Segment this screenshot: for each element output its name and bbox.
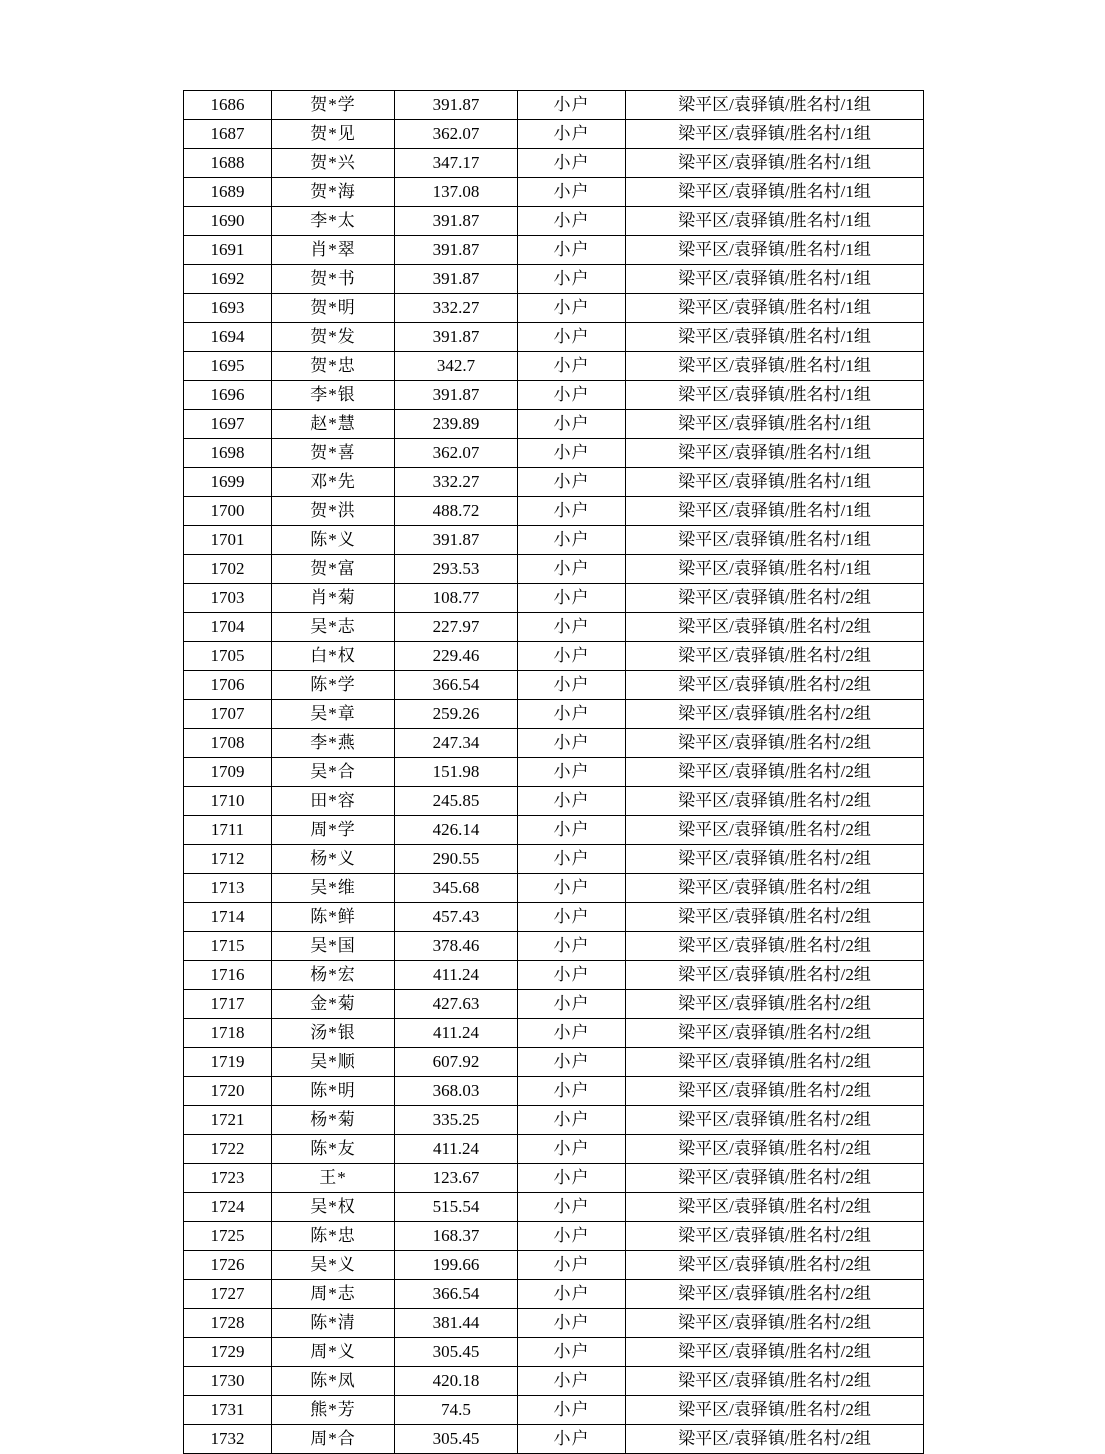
cell-address: 梁平区/袁驿镇/胜名村/2组 bbox=[626, 1077, 924, 1106]
cell-type: 小户 bbox=[518, 903, 626, 932]
cell-amount: 345.68 bbox=[395, 874, 518, 903]
table-row bbox=[184, 874, 924, 903]
cell-address: 梁平区/袁驿镇/胜名村/2组 bbox=[626, 1193, 924, 1222]
cell-address: 梁平区/袁驿镇/胜名村/2组 bbox=[626, 584, 924, 613]
cell-address: 梁平区/袁驿镇/胜名村/2组 bbox=[626, 613, 924, 642]
cell-serial-number: 1705 bbox=[184, 642, 272, 671]
table-row bbox=[184, 787, 924, 816]
cell-type: 小户 bbox=[518, 1367, 626, 1396]
table-row bbox=[184, 439, 924, 468]
cell-type: 小户 bbox=[518, 1193, 626, 1222]
cell-address: 梁平区/袁驿镇/胜名村/1组 bbox=[626, 236, 924, 265]
cell-type: 小户 bbox=[518, 1251, 626, 1280]
cell-name: 周*合 bbox=[272, 1425, 395, 1454]
cell-serial-number: 1709 bbox=[184, 758, 272, 787]
table-row bbox=[184, 178, 924, 207]
cell-serial-number: 1708 bbox=[184, 729, 272, 758]
table-row bbox=[184, 526, 924, 555]
cell-type: 小户 bbox=[518, 294, 626, 323]
cell-type: 小户 bbox=[518, 149, 626, 178]
cell-serial-number: 1692 bbox=[184, 265, 272, 294]
cell-serial-number: 1707 bbox=[184, 700, 272, 729]
cell-amount: 391.87 bbox=[395, 265, 518, 294]
cell-name: 贺*喜 bbox=[272, 439, 395, 468]
table-row bbox=[184, 1106, 924, 1135]
cell-serial-number: 1715 bbox=[184, 932, 272, 961]
cell-amount: 368.03 bbox=[395, 1077, 518, 1106]
cell-address: 梁平区/袁驿镇/胜名村/2组 bbox=[626, 1135, 924, 1164]
cell-serial-number: 1726 bbox=[184, 1251, 272, 1280]
cell-name: 赵*慧 bbox=[272, 410, 395, 439]
cell-amount: 123.67 bbox=[395, 1164, 518, 1193]
cell-serial-number: 1720 bbox=[184, 1077, 272, 1106]
table-row bbox=[184, 1019, 924, 1048]
cell-serial-number: 1712 bbox=[184, 845, 272, 874]
table-row bbox=[184, 120, 924, 149]
cell-name: 贺*洪 bbox=[272, 497, 395, 526]
cell-serial-number: 1730 bbox=[184, 1367, 272, 1396]
cell-type: 小户 bbox=[518, 1338, 626, 1367]
table-row bbox=[184, 1048, 924, 1077]
cell-serial-number: 1702 bbox=[184, 555, 272, 584]
table-row bbox=[184, 1251, 924, 1280]
table-row bbox=[184, 671, 924, 700]
cell-type: 小户 bbox=[518, 642, 626, 671]
cell-amount: 290.55 bbox=[395, 845, 518, 874]
cell-amount: 245.85 bbox=[395, 787, 518, 816]
cell-address: 梁平区/袁驿镇/胜名村/1组 bbox=[626, 352, 924, 381]
cell-amount: 347.17 bbox=[395, 149, 518, 178]
cell-serial-number: 1729 bbox=[184, 1338, 272, 1367]
cell-address: 梁平区/袁驿镇/胜名村/1组 bbox=[626, 555, 924, 584]
cell-address: 梁平区/袁驿镇/胜名村/1组 bbox=[626, 91, 924, 120]
cell-name: 贺*学 bbox=[272, 91, 395, 120]
cell-address: 梁平区/袁驿镇/胜名村/1组 bbox=[626, 381, 924, 410]
cell-amount: 199.66 bbox=[395, 1251, 518, 1280]
cell-address: 梁平区/袁驿镇/胜名村/2组 bbox=[626, 671, 924, 700]
cell-type: 小户 bbox=[518, 1048, 626, 1077]
table-row bbox=[184, 1367, 924, 1396]
cell-amount: 391.87 bbox=[395, 323, 518, 352]
cell-amount: 420.18 bbox=[395, 1367, 518, 1396]
cell-address: 梁平区/袁驿镇/胜名村/1组 bbox=[626, 323, 924, 352]
cell-type: 小户 bbox=[518, 468, 626, 497]
table-row bbox=[184, 1309, 924, 1338]
cell-amount: 332.27 bbox=[395, 294, 518, 323]
cell-type: 小户 bbox=[518, 990, 626, 1019]
cell-amount: 362.07 bbox=[395, 120, 518, 149]
cell-serial-number: 1722 bbox=[184, 1135, 272, 1164]
cell-type: 小户 bbox=[518, 178, 626, 207]
cell-amount: 74.5 bbox=[395, 1396, 518, 1425]
cell-address: 梁平区/袁驿镇/胜名村/1组 bbox=[626, 120, 924, 149]
cell-serial-number: 1711 bbox=[184, 816, 272, 845]
cell-name: 周*志 bbox=[272, 1280, 395, 1309]
cell-type: 小户 bbox=[518, 1164, 626, 1193]
cell-serial-number: 1706 bbox=[184, 671, 272, 700]
cell-address: 梁平区/袁驿镇/胜名村/2组 bbox=[626, 1222, 924, 1251]
table-row bbox=[184, 584, 924, 613]
cell-type: 小户 bbox=[518, 207, 626, 236]
cell-name: 贺*海 bbox=[272, 178, 395, 207]
cell-type: 小户 bbox=[518, 584, 626, 613]
cell-serial-number: 1693 bbox=[184, 294, 272, 323]
records-table bbox=[183, 90, 924, 1454]
table-row bbox=[184, 932, 924, 961]
table-container bbox=[183, 90, 923, 1454]
cell-amount: 411.24 bbox=[395, 961, 518, 990]
cell-name: 田*容 bbox=[272, 787, 395, 816]
cell-address: 梁平区/袁驿镇/胜名村/2组 bbox=[626, 758, 924, 787]
table-row bbox=[184, 990, 924, 1019]
cell-type: 小户 bbox=[518, 613, 626, 642]
cell-address: 梁平区/袁驿镇/胜名村/2组 bbox=[626, 1309, 924, 1338]
cell-serial-number: 1717 bbox=[184, 990, 272, 1019]
cell-serial-number: 1718 bbox=[184, 1019, 272, 1048]
cell-address: 梁平区/袁驿镇/胜名村/2组 bbox=[626, 845, 924, 874]
cell-name: 贺*兴 bbox=[272, 149, 395, 178]
cell-serial-number: 1719 bbox=[184, 1048, 272, 1077]
table-row bbox=[184, 265, 924, 294]
table-row bbox=[184, 91, 924, 120]
cell-address: 梁平区/袁驿镇/胜名村/1组 bbox=[626, 410, 924, 439]
cell-address: 梁平区/袁驿镇/胜名村/2组 bbox=[626, 1164, 924, 1193]
cell-name: 陈*忠 bbox=[272, 1222, 395, 1251]
cell-name: 李*燕 bbox=[272, 729, 395, 758]
table-row bbox=[184, 1222, 924, 1251]
cell-type: 小户 bbox=[518, 1309, 626, 1338]
cell-type: 小户 bbox=[518, 1425, 626, 1454]
cell-amount: 229.46 bbox=[395, 642, 518, 671]
cell-address: 梁平区/袁驿镇/胜名村/2组 bbox=[626, 729, 924, 758]
cell-name: 陈*友 bbox=[272, 1135, 395, 1164]
cell-amount: 427.63 bbox=[395, 990, 518, 1019]
cell-amount: 366.54 bbox=[395, 671, 518, 700]
cell-amount: 335.25 bbox=[395, 1106, 518, 1135]
cell-type: 小户 bbox=[518, 265, 626, 294]
table-row bbox=[184, 1135, 924, 1164]
table-row bbox=[184, 236, 924, 265]
cell-serial-number: 1716 bbox=[184, 961, 272, 990]
table-row bbox=[184, 294, 924, 323]
cell-address: 梁平区/袁驿镇/胜名村/1组 bbox=[626, 149, 924, 178]
cell-name: 吴*章 bbox=[272, 700, 395, 729]
cell-type: 小户 bbox=[518, 555, 626, 584]
cell-serial-number: 1714 bbox=[184, 903, 272, 932]
cell-serial-number: 1731 bbox=[184, 1396, 272, 1425]
cell-amount: 391.87 bbox=[395, 91, 518, 120]
cell-address: 梁平区/袁驿镇/胜名村/2组 bbox=[626, 816, 924, 845]
cell-address: 梁平区/袁驿镇/胜名村/1组 bbox=[626, 439, 924, 468]
cell-name: 贺*书 bbox=[272, 265, 395, 294]
cell-type: 小户 bbox=[518, 932, 626, 961]
cell-name: 陈*学 bbox=[272, 671, 395, 700]
cell-name: 汤*银 bbox=[272, 1019, 395, 1048]
table-row bbox=[184, 845, 924, 874]
cell-name: 金*菊 bbox=[272, 990, 395, 1019]
cell-type: 小户 bbox=[518, 671, 626, 700]
cell-address: 梁平区/袁驿镇/胜名村/2组 bbox=[626, 1338, 924, 1367]
cell-name: 周*义 bbox=[272, 1338, 395, 1367]
cell-type: 小户 bbox=[518, 1135, 626, 1164]
cell-name: 白*权 bbox=[272, 642, 395, 671]
table-row bbox=[184, 323, 924, 352]
cell-serial-number: 1687 bbox=[184, 120, 272, 149]
cell-address: 梁平区/袁驿镇/胜名村/2组 bbox=[626, 1019, 924, 1048]
cell-address: 梁平区/袁驿镇/胜名村/2组 bbox=[626, 874, 924, 903]
cell-name: 肖*菊 bbox=[272, 584, 395, 613]
cell-amount: 247.34 bbox=[395, 729, 518, 758]
cell-serial-number: 1698 bbox=[184, 439, 272, 468]
table-row bbox=[184, 468, 924, 497]
cell-address: 梁平区/袁驿镇/胜名村/1组 bbox=[626, 207, 924, 236]
table-row bbox=[184, 149, 924, 178]
cell-name: 陈*鲜 bbox=[272, 903, 395, 932]
table-row bbox=[184, 1396, 924, 1425]
table-row bbox=[184, 1077, 924, 1106]
cell-amount: 137.08 bbox=[395, 178, 518, 207]
cell-name: 李*太 bbox=[272, 207, 395, 236]
cell-amount: 366.54 bbox=[395, 1280, 518, 1309]
cell-name: 肖*翠 bbox=[272, 236, 395, 265]
cell-name: 陈*清 bbox=[272, 1309, 395, 1338]
cell-type: 小户 bbox=[518, 91, 626, 120]
cell-type: 小户 bbox=[518, 845, 626, 874]
cell-name: 王* bbox=[272, 1164, 395, 1193]
cell-address: 梁平区/袁驿镇/胜名村/2组 bbox=[626, 642, 924, 671]
table-row bbox=[184, 961, 924, 990]
cell-type: 小户 bbox=[518, 120, 626, 149]
cell-serial-number: 1695 bbox=[184, 352, 272, 381]
cell-amount: 305.45 bbox=[395, 1425, 518, 1454]
cell-serial-number: 1703 bbox=[184, 584, 272, 613]
cell-type: 小户 bbox=[518, 700, 626, 729]
table-row bbox=[184, 729, 924, 758]
cell-amount: 239.89 bbox=[395, 410, 518, 439]
table-row bbox=[184, 381, 924, 410]
cell-serial-number: 1710 bbox=[184, 787, 272, 816]
cell-name: 吴*国 bbox=[272, 932, 395, 961]
cell-type: 小户 bbox=[518, 352, 626, 381]
cell-serial-number: 1686 bbox=[184, 91, 272, 120]
cell-amount: 381.44 bbox=[395, 1309, 518, 1338]
cell-amount: 411.24 bbox=[395, 1019, 518, 1048]
cell-name: 吴*志 bbox=[272, 613, 395, 642]
cell-address: 梁平区/袁驿镇/胜名村/1组 bbox=[626, 294, 924, 323]
cell-type: 小户 bbox=[518, 236, 626, 265]
cell-address: 梁平区/袁驿镇/胜名村/1组 bbox=[626, 497, 924, 526]
cell-name: 熊*芳 bbox=[272, 1396, 395, 1425]
table-row bbox=[184, 758, 924, 787]
table-row bbox=[184, 642, 924, 671]
cell-address: 梁平区/袁驿镇/胜名村/1组 bbox=[626, 178, 924, 207]
cell-address: 梁平区/袁驿镇/胜名村/2组 bbox=[626, 1280, 924, 1309]
table-row bbox=[184, 1280, 924, 1309]
cell-address: 梁平区/袁驿镇/胜名村/2组 bbox=[626, 903, 924, 932]
cell-type: 小户 bbox=[518, 497, 626, 526]
table-row bbox=[184, 410, 924, 439]
cell-serial-number: 1727 bbox=[184, 1280, 272, 1309]
cell-name: 杨*宏 bbox=[272, 961, 395, 990]
table-row bbox=[184, 497, 924, 526]
cell-amount: 391.87 bbox=[395, 207, 518, 236]
cell-serial-number: 1689 bbox=[184, 178, 272, 207]
cell-address: 梁平区/袁驿镇/胜名村/2组 bbox=[626, 961, 924, 990]
cell-serial-number: 1701 bbox=[184, 526, 272, 555]
cell-serial-number: 1725 bbox=[184, 1222, 272, 1251]
cell-amount: 515.54 bbox=[395, 1193, 518, 1222]
cell-amount: 488.72 bbox=[395, 497, 518, 526]
cell-amount: 411.24 bbox=[395, 1135, 518, 1164]
cell-amount: 391.87 bbox=[395, 381, 518, 410]
cell-type: 小户 bbox=[518, 410, 626, 439]
cell-amount: 227.97 bbox=[395, 613, 518, 642]
cell-type: 小户 bbox=[518, 1396, 626, 1425]
cell-name: 吴*权 bbox=[272, 1193, 395, 1222]
cell-address: 梁平区/袁驿镇/胜名村/2组 bbox=[626, 1396, 924, 1425]
table-row bbox=[184, 816, 924, 845]
cell-name: 贺*见 bbox=[272, 120, 395, 149]
cell-address: 梁平区/袁驿镇/胜名村/1组 bbox=[626, 526, 924, 555]
cell-amount: 391.87 bbox=[395, 236, 518, 265]
cell-amount: 151.98 bbox=[395, 758, 518, 787]
table-row bbox=[184, 903, 924, 932]
cell-address: 梁平区/袁驿镇/胜名村/2组 bbox=[626, 1106, 924, 1135]
table-row bbox=[184, 1338, 924, 1367]
cell-serial-number: 1696 bbox=[184, 381, 272, 410]
cell-name: 贺*发 bbox=[272, 323, 395, 352]
cell-type: 小户 bbox=[518, 526, 626, 555]
cell-address: 梁平区/袁驿镇/胜名村/2组 bbox=[626, 1367, 924, 1396]
cell-name: 邓*先 bbox=[272, 468, 395, 497]
cell-name: 周*学 bbox=[272, 816, 395, 845]
cell-name: 吴*义 bbox=[272, 1251, 395, 1280]
cell-address: 梁平区/袁驿镇/胜名村/1组 bbox=[626, 265, 924, 294]
cell-type: 小户 bbox=[518, 439, 626, 468]
cell-amount: 293.53 bbox=[395, 555, 518, 584]
cell-type: 小户 bbox=[518, 1019, 626, 1048]
cell-type: 小户 bbox=[518, 729, 626, 758]
cell-serial-number: 1688 bbox=[184, 149, 272, 178]
cell-address: 梁平区/袁驿镇/胜名村/2组 bbox=[626, 700, 924, 729]
cell-amount: 168.37 bbox=[395, 1222, 518, 1251]
cell-address: 梁平区/袁驿镇/胜名村/2组 bbox=[626, 1425, 924, 1454]
cell-address: 梁平区/袁驿镇/胜名村/2组 bbox=[626, 1251, 924, 1280]
cell-serial-number: 1724 bbox=[184, 1193, 272, 1222]
cell-amount: 332.27 bbox=[395, 468, 518, 497]
cell-type: 小户 bbox=[518, 758, 626, 787]
cell-name: 杨*义 bbox=[272, 845, 395, 874]
cell-amount: 426.14 bbox=[395, 816, 518, 845]
cell-name: 贺*忠 bbox=[272, 352, 395, 381]
cell-type: 小户 bbox=[518, 1222, 626, 1251]
table-row bbox=[184, 700, 924, 729]
cell-serial-number: 1697 bbox=[184, 410, 272, 439]
cell-serial-number: 1728 bbox=[184, 1309, 272, 1338]
cell-name: 陈*明 bbox=[272, 1077, 395, 1106]
cell-name: 吴*合 bbox=[272, 758, 395, 787]
cell-name: 吴*顺 bbox=[272, 1048, 395, 1077]
cell-name: 李*银 bbox=[272, 381, 395, 410]
table-row bbox=[184, 1193, 924, 1222]
cell-address: 梁平区/袁驿镇/胜名村/2组 bbox=[626, 932, 924, 961]
cell-amount: 391.87 bbox=[395, 526, 518, 555]
cell-serial-number: 1694 bbox=[184, 323, 272, 352]
cell-amount: 108.77 bbox=[395, 584, 518, 613]
table-row bbox=[184, 352, 924, 381]
cell-type: 小户 bbox=[518, 961, 626, 990]
cell-name: 贺*富 bbox=[272, 555, 395, 584]
cell-type: 小户 bbox=[518, 1280, 626, 1309]
cell-type: 小户 bbox=[518, 874, 626, 903]
cell-serial-number: 1699 bbox=[184, 468, 272, 497]
cell-amount: 305.45 bbox=[395, 1338, 518, 1367]
cell-amount: 362.07 bbox=[395, 439, 518, 468]
cell-name: 杨*菊 bbox=[272, 1106, 395, 1135]
cell-name: 陈*凤 bbox=[272, 1367, 395, 1396]
table-row bbox=[184, 613, 924, 642]
cell-amount: 378.46 bbox=[395, 932, 518, 961]
cell-name: 吴*维 bbox=[272, 874, 395, 903]
cell-name: 陈*义 bbox=[272, 526, 395, 555]
cell-serial-number: 1704 bbox=[184, 613, 272, 642]
cell-address: 梁平区/袁驿镇/胜名村/2组 bbox=[626, 787, 924, 816]
table-row bbox=[184, 207, 924, 236]
cell-amount: 259.26 bbox=[395, 700, 518, 729]
cell-type: 小户 bbox=[518, 1077, 626, 1106]
cell-amount: 342.7 bbox=[395, 352, 518, 381]
cell-type: 小户 bbox=[518, 381, 626, 410]
cell-type: 小户 bbox=[518, 816, 626, 845]
cell-type: 小户 bbox=[518, 323, 626, 352]
cell-type: 小户 bbox=[518, 1106, 626, 1135]
cell-serial-number: 1690 bbox=[184, 207, 272, 236]
cell-serial-number: 1700 bbox=[184, 497, 272, 526]
cell-serial-number: 1723 bbox=[184, 1164, 272, 1193]
cell-address: 梁平区/袁驿镇/胜名村/2组 bbox=[626, 990, 924, 1019]
cell-type: 小户 bbox=[518, 787, 626, 816]
cell-serial-number: 1691 bbox=[184, 236, 272, 265]
table-row bbox=[184, 555, 924, 584]
cell-serial-number: 1721 bbox=[184, 1106, 272, 1135]
cell-address: 梁平区/袁驿镇/胜名村/1组 bbox=[626, 468, 924, 497]
cell-serial-number: 1713 bbox=[184, 874, 272, 903]
cell-amount: 457.43 bbox=[395, 903, 518, 932]
table-body bbox=[184, 91, 924, 1454]
cell-amount: 607.92 bbox=[395, 1048, 518, 1077]
cell-serial-number: 1732 bbox=[184, 1425, 272, 1454]
cell-name: 贺*明 bbox=[272, 294, 395, 323]
table-row bbox=[184, 1164, 924, 1193]
cell-address: 梁平区/袁驿镇/胜名村/2组 bbox=[626, 1048, 924, 1077]
